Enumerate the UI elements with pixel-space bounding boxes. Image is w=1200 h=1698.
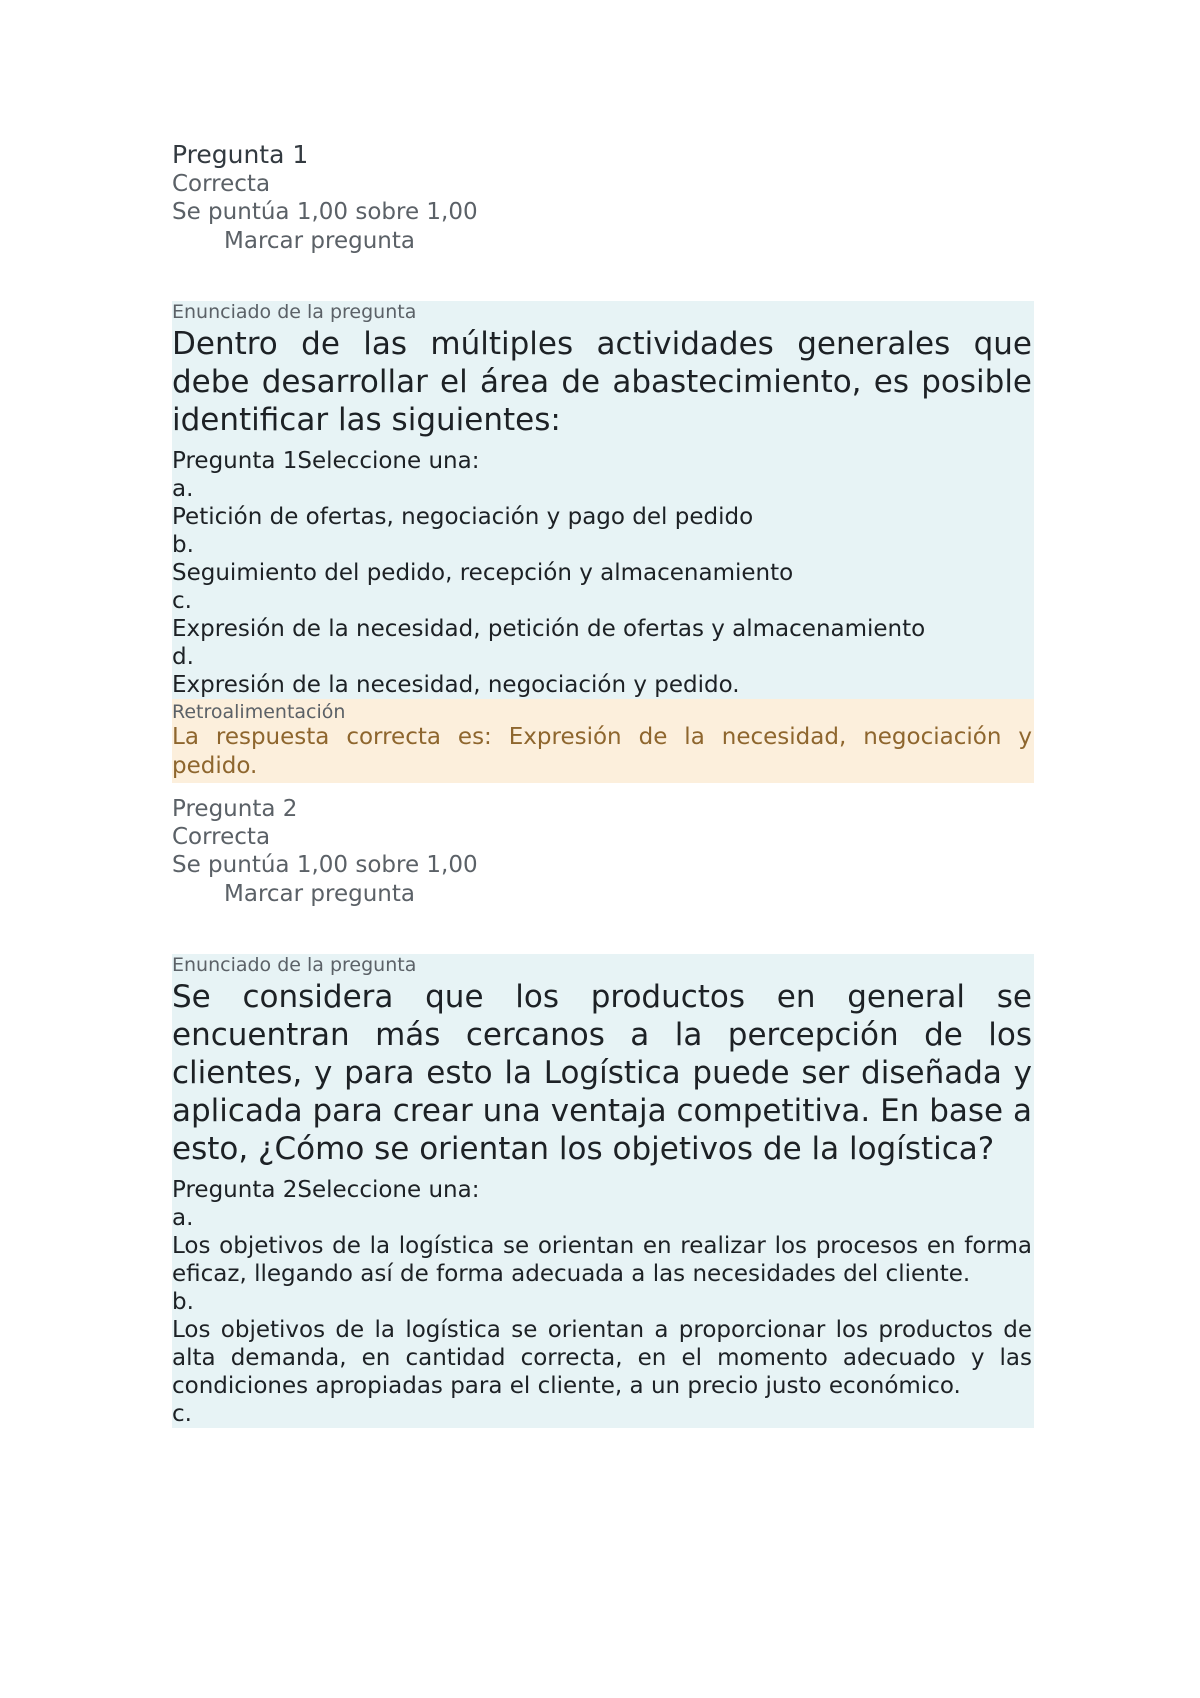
option-b-text[interactable]: Seguimiento del pedido, recepción y almacenamiento (172, 560, 794, 586)
option-b-text[interactable]: Los objetivos de la logística se orientan a proporcionar los productos de alta demanda, en cantidad correcta, en el momento adecuado y las condiciones apropiadas para el cliente, a un precio justo económico. (172, 1317, 1032, 1399)
statement-label: Enunciado de la pregunta (172, 301, 417, 323)
option-c-letter: c. (172, 588, 192, 614)
question-score: Se puntúa 1,00 sobre 1,00 (172, 199, 478, 225)
feedback-label: Retroalimentación (172, 701, 346, 723)
question-status: Correcta (172, 824, 271, 850)
option-b-letter: b. (172, 1289, 194, 1315)
option-c-letter: c. (172, 1401, 192, 1427)
option-a-text[interactable]: Petición de ofertas, negociación y pago del pedido (172, 504, 754, 530)
statement-label: Enunciado de la pregunta (172, 954, 417, 976)
option-a-letter: a. (172, 1205, 194, 1231)
select-prompt: Pregunta 1Seleccione una: (172, 448, 480, 474)
question-status: Correcta (172, 171, 271, 197)
option-b-letter: b. (172, 532, 194, 558)
option-a-text[interactable]: Los objetivos de la logística se orientan en realizar los procesos en forma eficaz, llegando así de forma adecuada a las necesidades del cliente. (172, 1233, 1032, 1287)
quiz-review-page (172, 140, 1034, 1428)
question-1-content (172, 301, 1034, 699)
question-2-info (172, 795, 1034, 909)
question-title: Pregunta 1 (172, 140, 309, 169)
question-score: Se puntúa 1,00 sobre 1,00 (172, 852, 478, 878)
question-text: Se considera que los productos en general se encuentran más cercanos a la percepción de los clientes, y para esto la Logística puede ser diseñada y aplicada para crear una ventaja competitiva. En base a esto, ¿Cómo se orientan los objetivos de la logística? (172, 979, 1032, 1167)
question-title: Pregunta 2 (172, 796, 298, 822)
option-d-letter: d. (172, 644, 194, 670)
question-1-info (172, 140, 1034, 256)
option-a-letter: a. (172, 476, 194, 502)
feedback-box (172, 699, 1034, 783)
flag-question-link[interactable]: Marcar pregunta (224, 228, 415, 254)
option-c-text[interactable]: Expresión de la necesidad, petición de ofertas y almacenamiento (172, 616, 926, 642)
correct-answer-text: La respuesta correcta es: Expresión de la necesidad, negociación y pedido. (172, 724, 1032, 779)
question-2-content (172, 954, 1034, 1428)
option-d-text[interactable]: Expresión de la necesidad, negociación y pedido. (172, 672, 740, 698)
select-prompt: Pregunta 2Seleccione una: (172, 1177, 480, 1203)
flag-question-link[interactable]: Marcar pregunta (224, 881, 415, 907)
question-text: Dentro de las múltiples actividades generales que debe desarrollar el área de abastecimiento, es posible identificar las siguientes: (172, 326, 1032, 438)
